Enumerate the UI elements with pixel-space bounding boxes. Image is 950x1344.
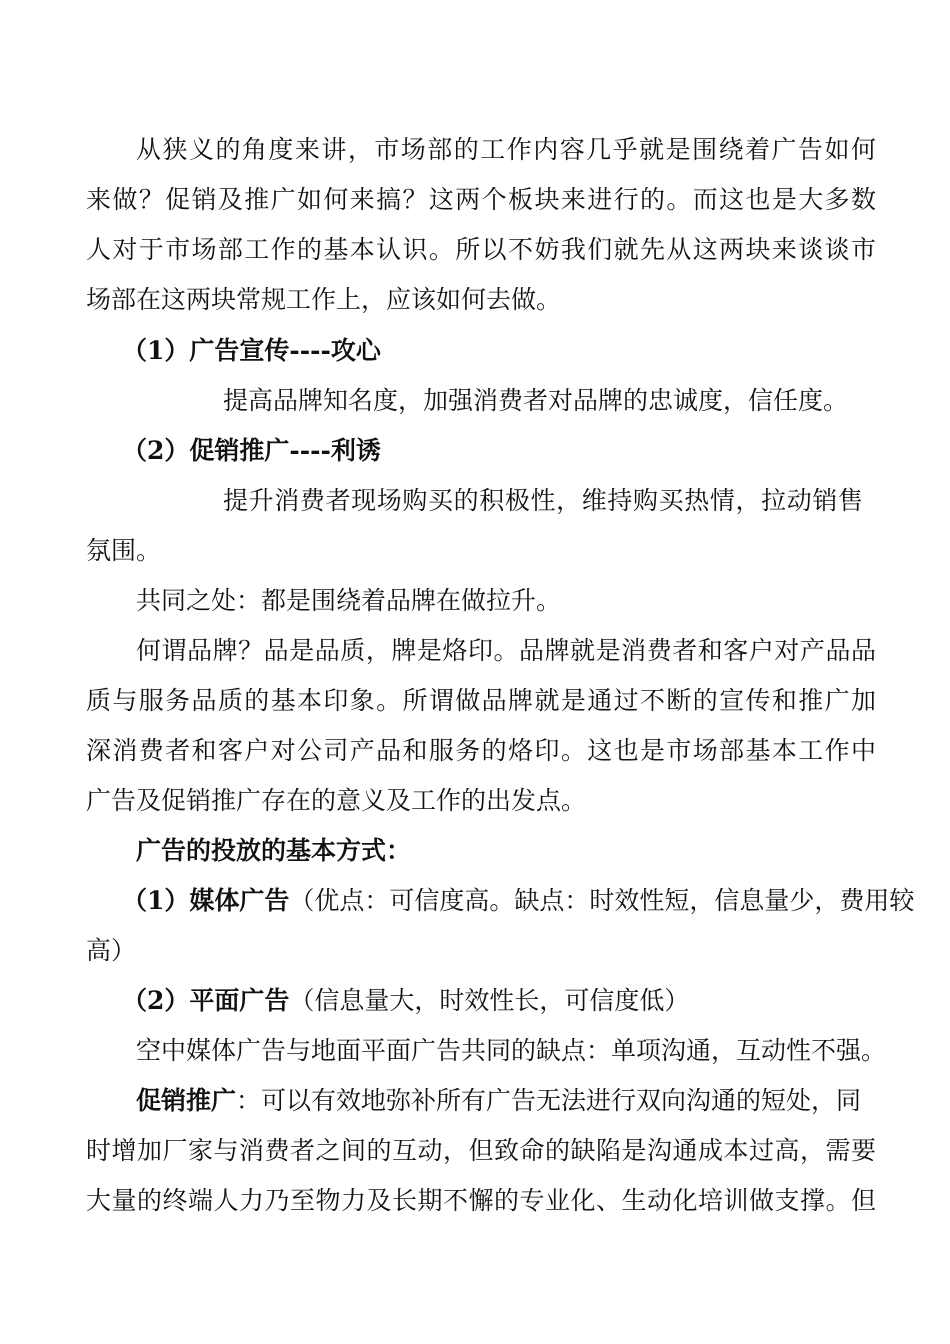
promotion-label: 促销推广 <box>136 1086 237 1115</box>
media-ad-line-1 <box>122 884 915 918</box>
media-ad-label: （1）媒体广告 <box>122 886 290 915</box>
print-ad-text: （信息量大，时效性长，可信度低） <box>289 986 690 1015</box>
common-point: 共同之处：都是围绕着品牌在做拉升。 <box>136 586 562 615</box>
item2-text-line-1: 提升消费者现场购买的积极性，维持购买热情，拉动销售 <box>223 486 863 515</box>
brand-line-1: 何谓品牌？品是品质，牌是烙印。品牌就是消费者和客户对产品品 <box>136 636 876 665</box>
intro-line-2: 来做？促销及推广如何来搞？这两个板块来进行的。而这也是大多数 <box>86 185 876 214</box>
promotion-text-1: ：可以有效地弥补所有广告无法进行双向沟通的短处，同 <box>236 1086 862 1115</box>
brand-line-2: 质与服务品质的基本印象。所谓做品牌就是通过不断的宣传和推广加 <box>86 686 876 715</box>
shortcoming-line: 空中媒体广告与地面平面广告共同的缺点：单项沟通，互动性不强。 <box>136 1036 887 1065</box>
item1-heading: （1）广告宣传----攻心 <box>122 336 381 365</box>
media-ad-text: （优点：可信度高。缺点：时效性短，信息量少，费用较 <box>289 886 915 915</box>
brand-line-3: 深消费者和客户对公司产品和服务的烙印。这也是市场部基本工作中 <box>86 736 876 765</box>
promotion-line-1 <box>136 1084 926 1118</box>
item2-text-line-2: 氛围。 <box>86 536 162 565</box>
item2-heading: （2）促销推广----利诱 <box>122 436 381 465</box>
item1-text: 提高品牌知名度，加强消费者对品牌的忠诚度，信任度。 <box>223 386 849 415</box>
print-ad-line <box>122 984 912 1018</box>
intro-line-4: 场部在这两块常规工作上，应该如何去做。 <box>86 285 562 314</box>
intro-line-3: 人对于市场部工作的基本认识。所以不妨我们就先从这两块来谈谈市 <box>86 235 876 264</box>
promotion-line-2: 时增加厂家与消费者之间的互动，但致命的缺陷是沟通成本过高，需要 <box>86 1136 876 1165</box>
promotion-line-3: 大量的终端人力乃至物力及长期不懈的专业化、生动化培训做支撑。但 <box>86 1186 876 1215</box>
intro-line-1: 从狭义的角度来讲，市场部的工作内容几乎就是围绕着广告如何 <box>136 135 876 164</box>
media-ad-line-2: 高） <box>86 936 137 965</box>
ad-methods-heading: 广告的投放的基本方式： <box>136 836 412 865</box>
print-ad-label: （2）平面广告 <box>122 986 290 1015</box>
brand-line-4: 广告及促销推广存在的意义及工作的出发点。 <box>86 786 587 815</box>
